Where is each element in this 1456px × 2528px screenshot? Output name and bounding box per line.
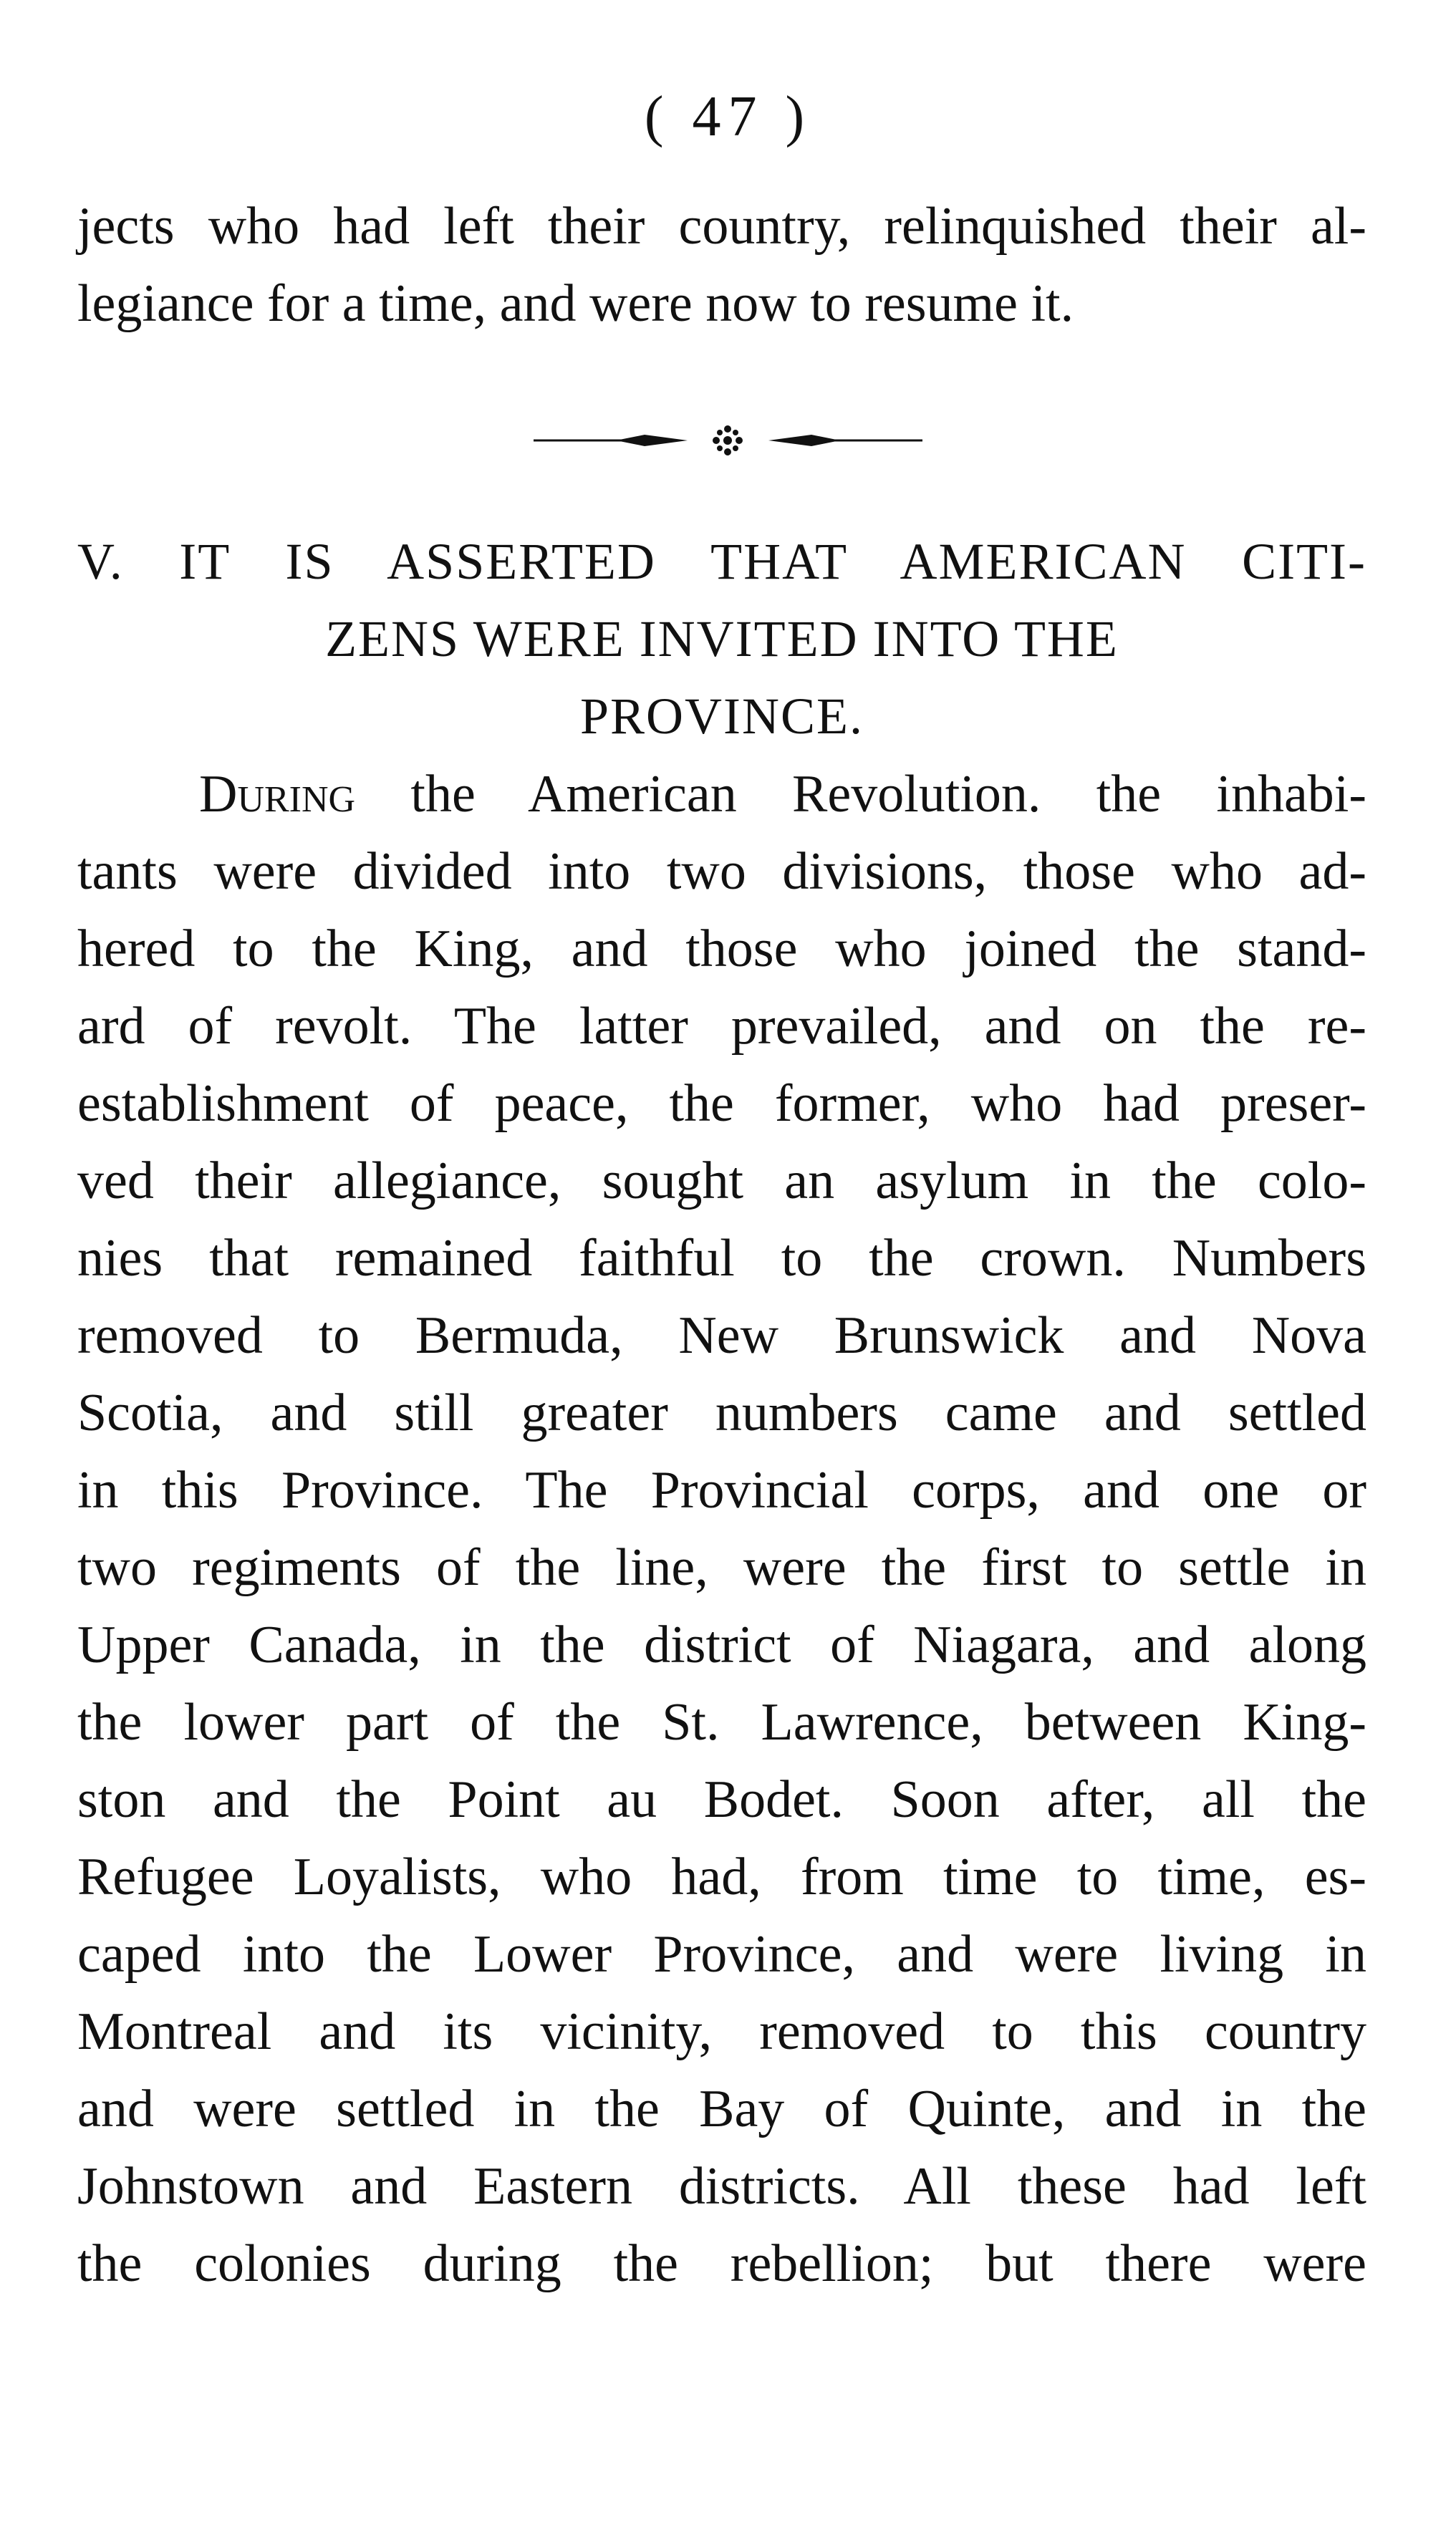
text-line: Refugee Loyalists, who had, from time to time, es- <box>77 1848 1366 1906</box>
text-line: ved their allegiance, sought an asylum in the colo- <box>77 1152 1366 1210</box>
text-line: Montreal and its vicinity, removed to this country <box>77 2002 1366 2061</box>
text-line: caped into the Lower Province, and were living in <box>77 1925 1366 1984</box>
text-line: establishment of peace, the former, who had preser- <box>77 1074 1366 1133</box>
text-line: ard of revolt. The latter prevailed, and on the re- <box>77 997 1366 1056</box>
first-line-text: the American Revolution. the inhabi- <box>355 765 1366 824</box>
text-line: removed to Bermuda, New Brunswick and Nova <box>77 1306 1366 1365</box>
text-line: the colonies during the rebellion; but there were <box>77 2234 1366 2293</box>
text-line: Upper Canada, in the district of Niagara, and along <box>77 1616 1366 1674</box>
text-line: hered to the King, and those who joined the stand- <box>77 920 1366 978</box>
text-line: in this Province. The Provincial corps, and one or <box>77 1461 1366 1520</box>
text-line: legiance for a time, and were now to resume it. <box>77 274 1074 333</box>
heading-line: PROVINCE. <box>579 688 864 745</box>
text-line: two regiments of the line, were the first to settle in <box>77 1538 1366 1597</box>
text-line: Scotia, and still greater numbers came and settled <box>77 1384 1366 1442</box>
drop-word: During <box>199 765 356 824</box>
page-number: ( 47 ) <box>644 85 812 148</box>
text-line: and were settled in the Bay of Quinte, and in the <box>77 2080 1366 2138</box>
heading-line: ZENS WERE INVITED INTO THE <box>325 610 1119 667</box>
ornament-divider-icon <box>0 419 1456 462</box>
heading-line: V. IT IS ASSERTED THAT AMERICAN CITI- <box>77 533 1366 590</box>
text-line: Johnstown and Eastern districts. All these had left <box>77 2157 1366 2216</box>
text-line: ston and the Point au Bodet. Soon after, all the <box>77 1770 1366 1829</box>
continuation-paragraph <box>77 188 1366 342</box>
body-paragraph <box>77 756 1366 2302</box>
text-line: nies that remained faithful to the crown. Numbers <box>77 1229 1366 1288</box>
text-line <box>77 756 1366 833</box>
text-line: the lower part of the St. Lawrence, between King- <box>77 1693 1366 1752</box>
text-line: tants were divided into two divisions, those who ad- <box>77 842 1366 901</box>
text-line: jects who had left their country, relinquished their al- <box>77 197 1366 256</box>
section-heading <box>77 523 1366 755</box>
